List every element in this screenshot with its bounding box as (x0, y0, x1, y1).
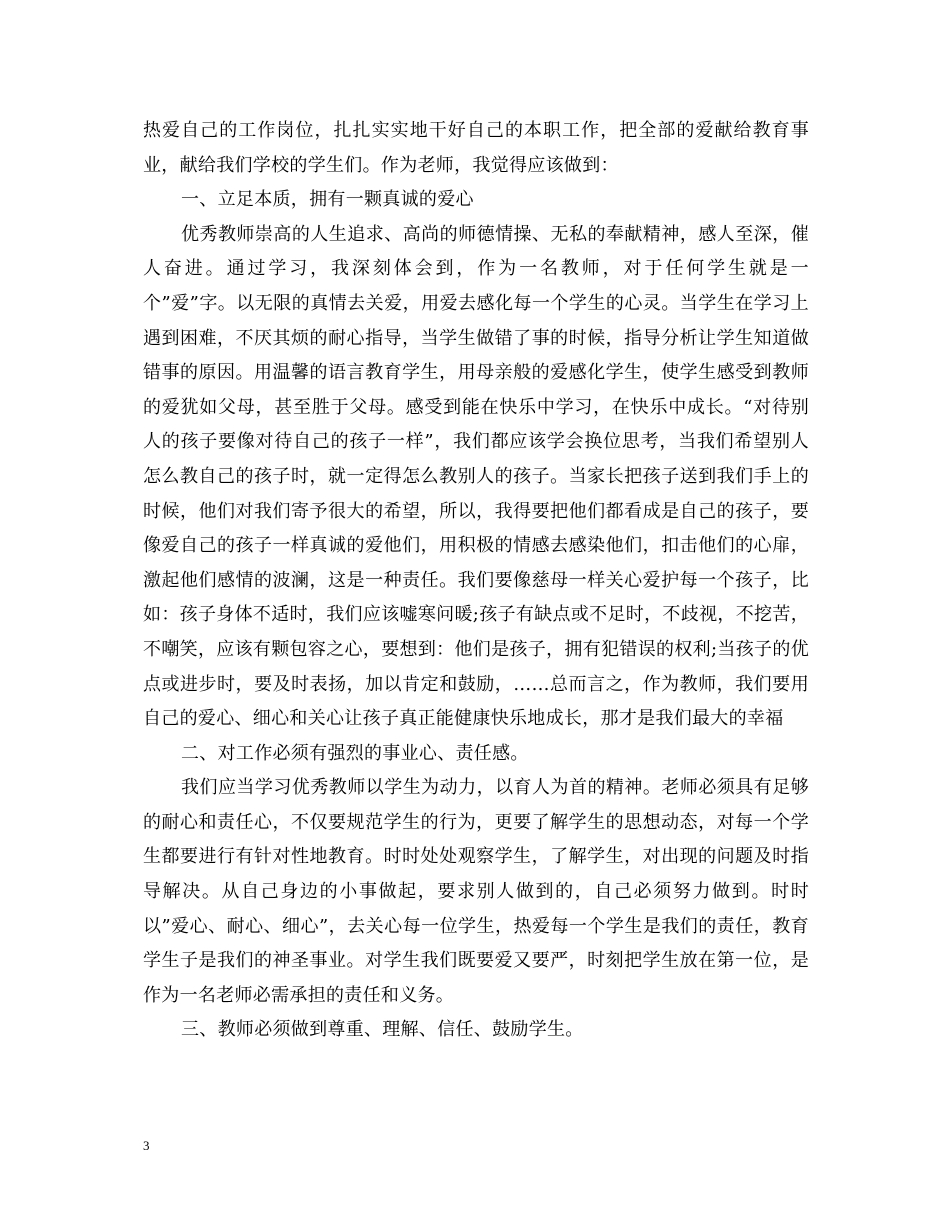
paragraph-responsibility: 我们应当学习优秀教师以学生为动力，以育人为首的精神。老师必须具有足够的耐心和责任心，不仅要规范学生的行为，更要了解学生的思想动态，对每一个学生都要进行有针对性地教育。时时处处观察学生，了解学生，对出现的问题及时指导解决。从自己身边的小事做起，要求别人做到的，自己必须努力做到。时时以”爱心、耐心、细心”，去关心每一位学生，热爱每一个学生是我们的责任，教育学生子是我们的神圣事业。对学生我们既要爱又要严，时刻把学生放在第一位，是作为一名老师必需承担的责任和义务。 (143, 777, 809, 1006)
page-number: 3 (143, 1138, 150, 1153)
paragraph-love: 优秀教师崇高的人生追求、高尚的师德情操、无私的奉献精神，感人至深，催人奋进。通过学习，我深刻体会到，作为一名教师，对于任何学生就是一个”爱”字。以无限的真情去关爱，用爱去感化每一个学生的心灵。当学生在学习上遇到困难，不厌其烦的耐心指导，当学生做错了事的时候，指导分析让学生知道做错事的原因。用温馨的语言教育学生，用母亲般的爱感化学生，使学生感受到教师的爱犹如父母，甚至胜于父母。感受到能在快乐中学习，在快乐中成长。“对待别人的孩子要像对待自己的孩子一样”，我们都应该学会换位思考，当我们希望别人怎么教自己的孩子时，就一定得怎么教别人的孩子。当家长把孩子送到我们手上的时候，他们对我们寄予很大的希望，所以，我得要把他们都看成是自己的孩子，要像爱自己的孩子一样真诚的爱他们，用积极的情感去感染他们，扣击他们的心扉，激起他们感情的波澜，这是一种责任。我们要像慈母一样关心爱护每一个孩子，比如：孩子身体不适时，我们应该嘘寒问暖;孩子有缺点或不足时，不歧视，不挖苦，不嘲笑，应该有颗包容之心，要想到：他们是孩子，拥有犯错误的权利;当孩子的优点或进步时，要及时表扬，加以肯定和鼓励，……总而言之，作为教师，我们要用自己的爱心、细心和关心让孩子真正能健康快乐地成长，那才是我们最大的幸福 (143, 223, 809, 730)
section-heading-2: 二、对工作必须有强烈的事业心、责任感。 (181, 742, 529, 764)
body-text (143, 114, 809, 1048)
section-heading-1: 一、立足本质，拥有一颗真诚的爱心 (181, 189, 474, 211)
paragraph-continuation: 热爱自己的工作岗位，扎扎实实地干好自己的本职工作，把全部的爱献给教育事业，献给我们学校的学生们。作为老师，我觉得应该做到： (143, 120, 809, 176)
section-heading-3: 三、教师必须做到尊重、理解、信任、鼓励学生。 (181, 1019, 584, 1041)
